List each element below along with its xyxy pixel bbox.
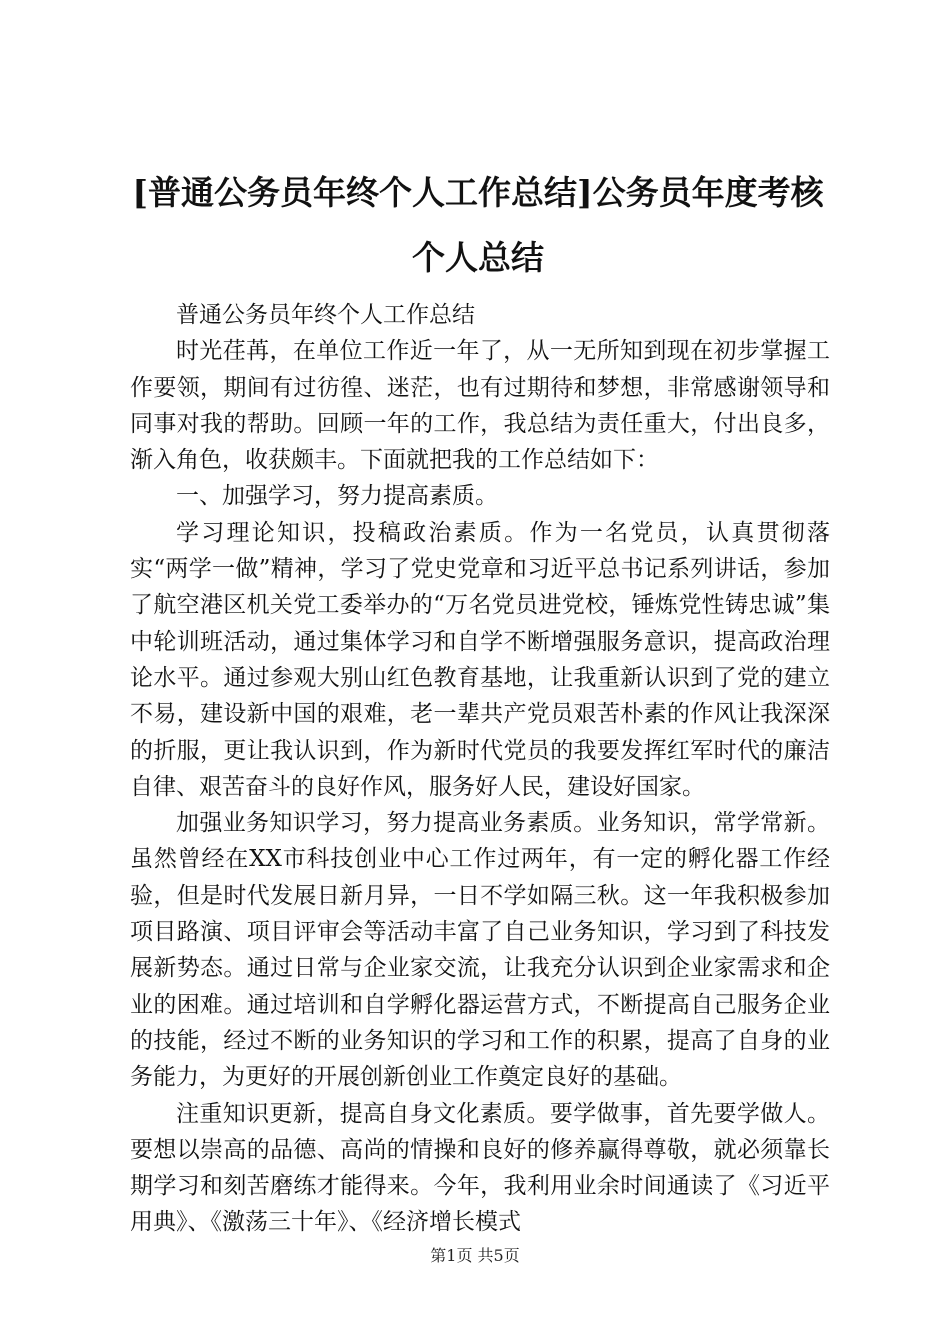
- page-footer: 第1页 共5页: [430, 1246, 520, 1265]
- section-heading-subtitle: 普通公务员年终个人工作总结: [176, 302, 475, 328]
- section-heading: 一、加强学习，努力提高素质。: [176, 483, 498, 510]
- document-title: [普通公务员年终个人工作总结]公务员年度考核个人总结: [132, 173, 824, 277]
- body-paragraph: 时光荏苒，在单位工作近一年了，从一无所知到现在初步掌握工作要领，期间有过彷徨、迷茫，也有过期待和梦想，非常感谢领导和同事对我的帮助。回顾一年的工作，我总结为责任重大，付出良多，渐入角色，收获颇丰。下面就把我的工作总结如下：: [130, 338, 830, 474]
- body-paragraph: 加强业务知识学习，努力提高业务素质。业务知识，常学常新。虽然曾经在XX市科技创业中心工作过两年，有一定的孵化器工作经验，但是时代发展日新月异，一日不学如隔三秋。这一年我积极参加项目路演、项目评审会等活动丰富了自己业务知识，学习到了科技发展新势态。通过日常与企业家交流，让我充分认识到企业家需求和企业的困难。通过培训和自学孵化器运营方式，不断提高自己服务企业的技能，经过不断的业务知识的学习和工作的积累，提高了自身的业务能力，为更好的开展创新创业工作奠定良好的基础。: [130, 810, 830, 1091]
- body-paragraph: 注重知识更新，提高自身文化素质。要学做事，首先要学做人。要想以崇高的品德、高尚的情操和良好的修养赢得尊敬，就必须靠长期学习和刻苦磨练才能得来。今年，我利用业余时间通读了《习近平用典》、《激荡三十年》、《经济增长模式: [130, 1100, 830, 1236]
- body-paragraph: 学习理论知识，投稿政治素质。作为一名党员，认真贯彻落实“两学一做”精神，学习了党史党章和习近平总书记系列讲话，参加了航空港区机关党工委举办的“万名党员进党校，锤炼党性铸忠诚”集中轮训班活动，通过集体学习和自学不断增强服务意识，提高政治理论水平。通过参观大别山红色教育基地，让我重新认识到了党的建立不易，建设新中国的艰难，老一辈共产党员艰苦朴素的作风让我深深的折服，更让我认识到，作为新时代党员的我要发挥红军时代的廉洁自律、艰苦奋斗的良好作风，服务好人民，建设好国家。: [130, 519, 830, 800]
- document-body: [130, 297, 830, 1241]
